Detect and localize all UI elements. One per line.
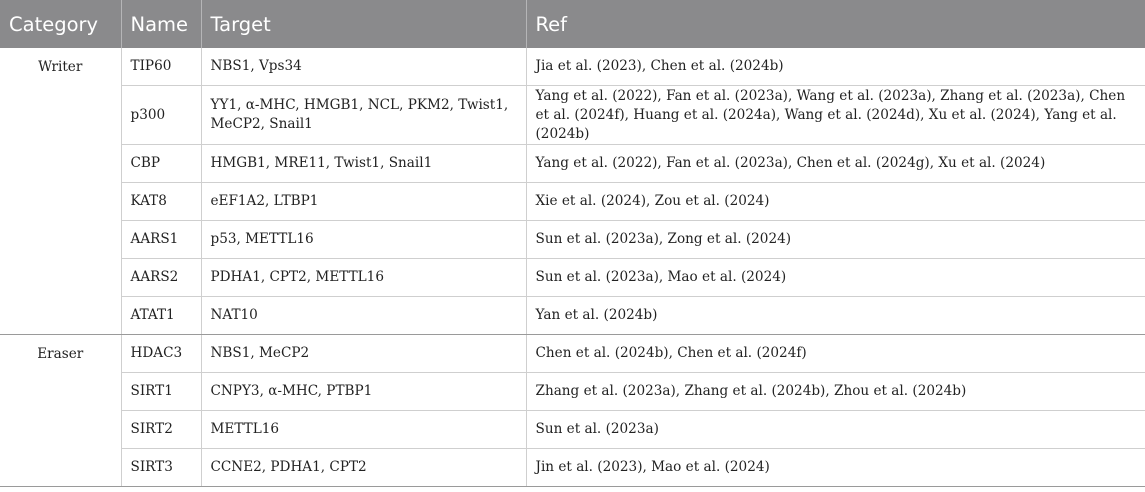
table-row [0, 48, 1145, 86]
table-row [0, 86, 1145, 145]
column-header-ref: Ref [526, 0, 1145, 48]
ref-cell: Sun et al. (2023a) [526, 411, 1145, 449]
target-cell: CNPY3, α-MHC, PTBP1 [201, 373, 526, 411]
table-row [0, 183, 1145, 221]
column-header-category: Category [0, 0, 121, 48]
ref-cell: Jin et al. (2023), Mao et al. (2024) [526, 449, 1145, 487]
table-row [0, 297, 1145, 335]
ref-cell: Chen et al. (2024b), Chen et al. (2024f) [526, 335, 1145, 373]
target-cell: eEF1A2, LTBP1 [201, 183, 526, 221]
name-cell: p300 [121, 86, 201, 145]
target-cell: p53, METTL16 [201, 221, 526, 259]
table-row [0, 259, 1145, 297]
ref-cell: Jia et al. (2023), Chen et al. (2024b) [526, 48, 1145, 86]
target-cell: PDHA1, CPT2, METTL16 [201, 259, 526, 297]
name-cell: SIRT1 [121, 373, 201, 411]
target-cell: NAT10 [201, 297, 526, 335]
ref-cell: Zhang et al. (2023a), Zhang et al. (2024b), Zhou et al. (2024b) [526, 373, 1145, 411]
target-cell: HMGB1, MRE11, Twist1, Snail1 [201, 145, 526, 183]
category-cell-eraser: Eraser [0, 335, 121, 487]
table-row [0, 373, 1145, 411]
target-cell: NBS1, MeCP2 [201, 335, 526, 373]
target-cell: YY1, α-MHC, HMGB1, NCL, PKM2, Twist1, MeCP2, Snail1 [201, 86, 526, 145]
ref-cell: Yang et al. (2022), Fan et al. (2023a), Wang et al. (2023a), Zhang et al. (2023a), Chen et al. (2024f), Huang et al. (2024a), Wang et al. (2024d), Xu et al. (2024), Yang et al. (2024b) [526, 86, 1145, 145]
table-row [0, 221, 1145, 259]
table-row [0, 145, 1145, 183]
name-cell: HDAC3 [121, 335, 201, 373]
name-cell: TIP60 [121, 48, 201, 86]
header-row [0, 0, 1145, 48]
name-cell: SIRT3 [121, 449, 201, 487]
table-row [0, 335, 1145, 373]
ref-cell: Yang et al. (2022), Fan et al. (2023a), Chen et al. (2024g), Xu et al. (2024) [526, 145, 1145, 183]
ref-cell: Sun et al. (2023a), Zong et al. (2024) [526, 221, 1145, 259]
table-row [0, 449, 1145, 487]
table-body [0, 48, 1145, 487]
name-cell: AARS2 [121, 259, 201, 297]
name-cell: ATAT1 [121, 297, 201, 335]
table-row [0, 411, 1145, 449]
column-header-target: Target [201, 0, 526, 48]
ref-cell: Sun et al. (2023a), Mao et al. (2024) [526, 259, 1145, 297]
target-cell: NBS1, Vps34 [201, 48, 526, 86]
name-cell: SIRT2 [121, 411, 201, 449]
column-header-name: Name [121, 0, 201, 48]
target-cell: METTL16 [201, 411, 526, 449]
ref-cell: Yan et al. (2024b) [526, 297, 1145, 335]
category-cell-writer: Writer [0, 48, 121, 335]
table-header [0, 0, 1145, 48]
name-cell: CBP [121, 145, 201, 183]
target-cell: CCNE2, PDHA1, CPT2 [201, 449, 526, 487]
name-cell: AARS1 [121, 221, 201, 259]
name-cell: KAT8 [121, 183, 201, 221]
ref-cell: Xie et al. (2024), Zou et al. (2024) [526, 183, 1145, 221]
